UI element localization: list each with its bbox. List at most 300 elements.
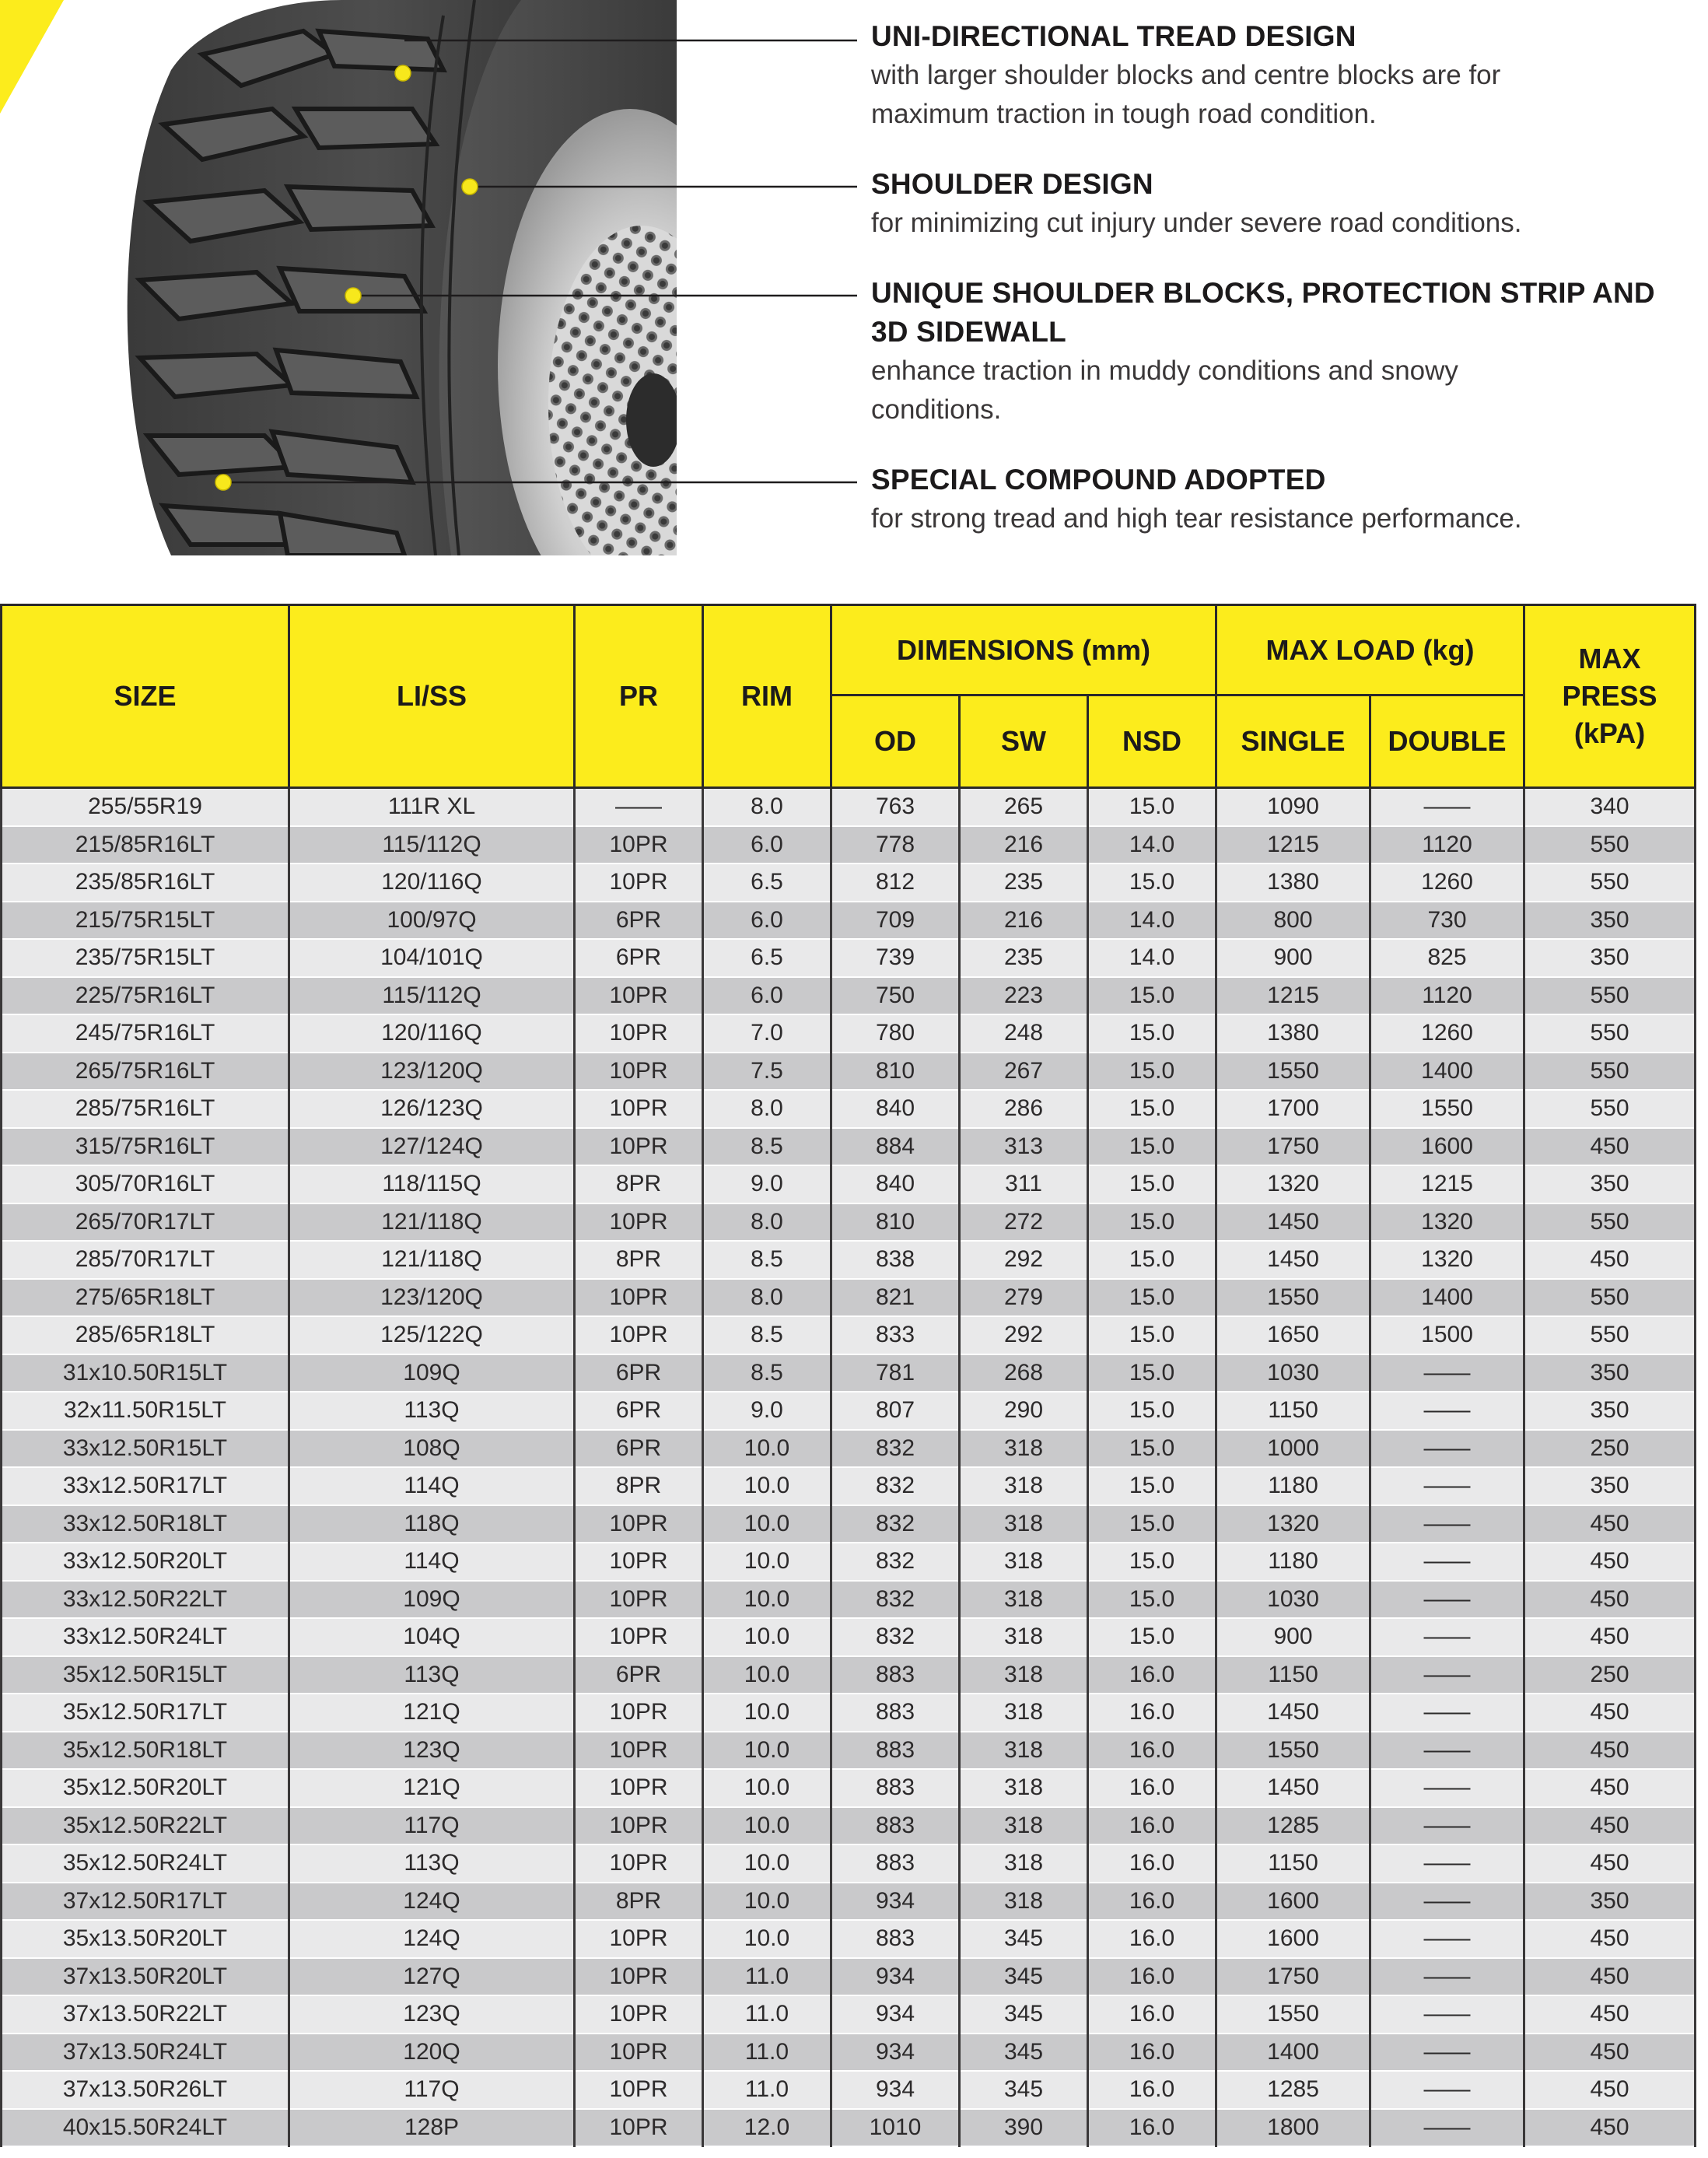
table-row — [2, 1769, 1696, 1807]
cell-nsd: 16.0 — [1088, 1958, 1216, 1996]
cell-single: 1030 — [1216, 1581, 1370, 1619]
cell-sw: 318 — [960, 1656, 1088, 1694]
cell-double: —— — [1370, 1430, 1524, 1468]
col-header-li-ss: LI/SS — [289, 605, 575, 788]
cell-max-press: 550 — [1524, 1014, 1696, 1053]
cell-pr: 6PR — [575, 1354, 703, 1393]
cell-double: 1400 — [1370, 1053, 1524, 1091]
cell-li-ss: 124Q — [289, 1883, 575, 1921]
cell-od: 821 — [831, 1279, 960, 1317]
cell-max-press: 350 — [1524, 1392, 1696, 1430]
feature-title: SPECIAL COMPOUND ADOPTED — [871, 464, 1326, 496]
cell-od: 832 — [831, 1581, 960, 1619]
col-header-size: SIZE — [2, 605, 289, 788]
cell-li-ss: 123Q — [289, 1995, 575, 2034]
cell-double: —— — [1370, 1694, 1524, 1732]
cell-rim: 11.0 — [703, 2034, 831, 2072]
col-header-max-press — [1524, 605, 1696, 788]
cell-sw: 318 — [960, 1732, 1088, 1770]
cell-li-ss: 104/101Q — [289, 939, 575, 977]
cell-od: 934 — [831, 2034, 960, 2072]
cell-nsd: 14.0 — [1088, 826, 1216, 864]
cell-size: 35x12.50R17LT — [2, 1694, 289, 1732]
cell-rim: 6.0 — [703, 977, 831, 1015]
cell-size: 31x10.50R15LT — [2, 1354, 289, 1393]
cell-sw: 290 — [960, 1392, 1088, 1430]
cell-nsd: 16.0 — [1088, 1807, 1216, 1845]
table-body — [2, 788, 1696, 2147]
cell-li-ss: 121Q — [289, 1769, 575, 1807]
cell-double: —— — [1370, 1505, 1524, 1543]
cell-double: 1215 — [1370, 1165, 1524, 1203]
cell-li-ss: 121/118Q — [289, 1241, 575, 1279]
feature-title-line: 3D SIDEWALL — [871, 316, 1066, 348]
cell-li-ss: 117Q — [289, 2071, 575, 2109]
cell-li-ss: 123/120Q — [289, 1279, 575, 1317]
cell-od: 709 — [831, 902, 960, 940]
table-row — [2, 1694, 1696, 1732]
table-row — [2, 788, 1696, 826]
cell-od: 780 — [831, 1014, 960, 1053]
table-row — [2, 864, 1696, 902]
cell-size: 35x12.50R18LT — [2, 1732, 289, 1770]
cell-max-press: 340 — [1524, 788, 1696, 826]
cell-nsd: 15.0 — [1088, 1354, 1216, 1393]
table-row — [2, 1920, 1696, 1958]
callout-dot-4 — [215, 475, 231, 490]
cell-rim: 10.0 — [703, 1807, 831, 1845]
table-row — [2, 2071, 1696, 2109]
max-press-line: (kPA) — [1573, 717, 1646, 749]
cell-nsd: 15.0 — [1088, 1467, 1216, 1505]
cell-single: 1380 — [1216, 864, 1370, 902]
cell-double: 1260 — [1370, 1014, 1524, 1053]
cell-max-press: 550 — [1524, 977, 1696, 1015]
cell-od: 810 — [831, 1053, 960, 1091]
cell-nsd: 16.0 — [1088, 1844, 1216, 1883]
cell-rim: 10.0 — [703, 1505, 831, 1543]
table-row — [2, 1014, 1696, 1053]
cell-rim: 12.0 — [703, 2109, 831, 2147]
cell-li-ss: 117Q — [289, 1807, 575, 1845]
cell-single: 900 — [1216, 1618, 1370, 1656]
cell-size: 35x13.50R20LT — [2, 1920, 289, 1958]
cell-nsd: 16.0 — [1088, 2109, 1216, 2147]
cell-od: 883 — [831, 1920, 960, 1958]
cell-od: 934 — [831, 1958, 960, 1996]
cell-double: —— — [1370, 1467, 1524, 1505]
table-row — [2, 977, 1696, 1015]
cell-double: 1500 — [1370, 1316, 1524, 1354]
cell-nsd: 16.0 — [1088, 1694, 1216, 1732]
cell-single: 1180 — [1216, 1543, 1370, 1581]
cell-sw: 216 — [960, 902, 1088, 940]
cell-rim: 6.5 — [703, 864, 831, 902]
cell-pr: 10PR — [575, 826, 703, 864]
cell-nsd: 15.0 — [1088, 1618, 1216, 1656]
cell-li-ss: 113Q — [289, 1392, 575, 1430]
cell-size: 235/75R15LT — [2, 939, 289, 977]
cell-single: 1800 — [1216, 2109, 1370, 2147]
cell-li-ss: 115/112Q — [289, 826, 575, 864]
cell-od: 832 — [831, 1618, 960, 1656]
cell-sw: 345 — [960, 2034, 1088, 2072]
cell-double: —— — [1370, 1581, 1524, 1619]
cell-rim: 6.5 — [703, 939, 831, 977]
cell-nsd: 15.0 — [1088, 1053, 1216, 1091]
cell-sw: 313 — [960, 1128, 1088, 1166]
cell-size: 35x12.50R22LT — [2, 1807, 289, 1845]
table-row — [2, 1807, 1696, 1845]
cell-rim: 10.0 — [703, 1883, 831, 1921]
cell-nsd: 16.0 — [1088, 1769, 1216, 1807]
cell-single: 1550 — [1216, 1053, 1370, 1091]
cell-od: 934 — [831, 2071, 960, 2109]
cell-pr: 10PR — [575, 1505, 703, 1543]
table-row — [2, 902, 1696, 940]
cell-nsd: 15.0 — [1088, 1165, 1216, 1203]
cell-rim: 9.0 — [703, 1165, 831, 1203]
cell-pr: 6PR — [575, 1392, 703, 1430]
col-header-sw: SW — [960, 695, 1088, 788]
cell-single: 1550 — [1216, 1279, 1370, 1317]
cell-nsd: 15.0 — [1088, 1090, 1216, 1128]
cell-rim: 10.0 — [703, 1844, 831, 1883]
cell-pr: 10PR — [575, 2071, 703, 2109]
cell-max-press: 450 — [1524, 2071, 1696, 2109]
cell-single: 1000 — [1216, 1430, 1370, 1468]
cell-od: 840 — [831, 1165, 960, 1203]
cell-pr: 10PR — [575, 1203, 703, 1242]
feature-title-line: UNIQUE SHOULDER BLOCKS, PROTECTION STRIP AND — [871, 277, 1655, 309]
table-row — [2, 2034, 1696, 2072]
cell-li-ss: 128P — [289, 2109, 575, 2147]
cell-size: 265/75R16LT — [2, 1053, 289, 1091]
cell-pr: 10PR — [575, 977, 703, 1015]
cell-od: 781 — [831, 1354, 960, 1393]
cell-pr: 10PR — [575, 1807, 703, 1845]
cell-rim: 10.0 — [703, 1543, 831, 1581]
cell-size: 33x12.50R18LT — [2, 1505, 289, 1543]
cell-od: 1010 — [831, 2109, 960, 2147]
cell-li-ss: 123Q — [289, 1732, 575, 1770]
cell-od: 778 — [831, 826, 960, 864]
cell-max-press: 550 — [1524, 864, 1696, 902]
cell-pr: 10PR — [575, 2034, 703, 2072]
cell-size: 37x13.50R24LT — [2, 2034, 289, 2072]
cell-rim: 8.5 — [703, 1354, 831, 1393]
cell-pr: 6PR — [575, 939, 703, 977]
cell-size: 215/75R15LT — [2, 902, 289, 940]
cell-rim: 6.0 — [703, 902, 831, 940]
cell-size: 40x15.50R24LT — [2, 2109, 289, 2147]
cell-od: 750 — [831, 977, 960, 1015]
cell-sw: 279 — [960, 1279, 1088, 1317]
cell-pr: 10PR — [575, 1995, 703, 2034]
cell-li-ss: 109Q — [289, 1581, 575, 1619]
cell-nsd: 15.0 — [1088, 1316, 1216, 1354]
cell-pr: 10PR — [575, 1090, 703, 1128]
cell-single: 900 — [1216, 939, 1370, 977]
cell-od: 832 — [831, 1543, 960, 1581]
table-row — [2, 1958, 1696, 1996]
table-row — [2, 1543, 1696, 1581]
cell-double: —— — [1370, 1732, 1524, 1770]
cell-sw: 318 — [960, 1844, 1088, 1883]
cell-rim: 11.0 — [703, 2071, 831, 2109]
cell-rim: 11.0 — [703, 1958, 831, 1996]
cell-pr: 10PR — [575, 1958, 703, 1996]
cell-pr: 10PR — [575, 1920, 703, 1958]
col-header-rim: RIM — [703, 605, 831, 788]
feature-title: UNI-DIRECTIONAL TREAD DESIGN — [871, 20, 1356, 52]
feature-special-compound — [871, 461, 1696, 538]
cell-pr: 10PR — [575, 1618, 703, 1656]
cell-pr: 8PR — [575, 1165, 703, 1203]
table-row — [2, 1505, 1696, 1543]
cell-single: 1750 — [1216, 1128, 1370, 1166]
col-header-nsd: NSD — [1088, 695, 1216, 788]
cell-od: 812 — [831, 864, 960, 902]
cell-nsd: 15.0 — [1088, 1279, 1216, 1317]
cell-rim: 11.0 — [703, 1995, 831, 2034]
cell-double: —— — [1370, 2109, 1524, 2147]
cell-size: 285/75R16LT — [2, 1090, 289, 1128]
cell-single: 1215 — [1216, 826, 1370, 864]
cell-pr: 10PR — [575, 1732, 703, 1770]
cell-single: 1090 — [1216, 788, 1370, 826]
cell-rim: 6.0 — [703, 826, 831, 864]
cell-max-press: 450 — [1524, 1732, 1696, 1770]
table-row — [2, 1128, 1696, 1166]
cell-max-press: 450 — [1524, 1769, 1696, 1807]
cell-double: 825 — [1370, 939, 1524, 977]
cell-pr: 8PR — [575, 1467, 703, 1505]
cell-sw: 318 — [960, 1543, 1088, 1581]
cell-sw: 265 — [960, 788, 1088, 826]
cell-max-press: 450 — [1524, 1920, 1696, 1958]
max-press-line: PRESS — [1562, 680, 1657, 712]
table-row — [2, 1844, 1696, 1883]
col-header-single: SINGLE — [1216, 695, 1370, 788]
table-row — [2, 1316, 1696, 1354]
table-row — [2, 1354, 1696, 1393]
cell-pr: 8PR — [575, 1241, 703, 1279]
cell-max-press: 450 — [1524, 1995, 1696, 2034]
cell-nsd: 16.0 — [1088, 2034, 1216, 2072]
cell-li-ss: 111R XL — [289, 788, 575, 826]
cell-li-ss: 126/123Q — [289, 1090, 575, 1128]
cell-max-press: 450 — [1524, 1807, 1696, 1845]
cell-li-ss: 104Q — [289, 1618, 575, 1656]
feature-title: SHOULDER DESIGN — [871, 168, 1153, 200]
cell-nsd: 15.0 — [1088, 1392, 1216, 1430]
cell-li-ss: 118Q — [289, 1505, 575, 1543]
cell-li-ss: 118/115Q — [289, 1165, 575, 1203]
cell-od: 739 — [831, 939, 960, 977]
cell-double: —— — [1370, 1958, 1524, 1996]
cell-sw: 318 — [960, 1505, 1088, 1543]
cell-pr: 8PR — [575, 1883, 703, 1921]
cell-size: 33x12.50R15LT — [2, 1430, 289, 1468]
cell-size: 35x12.50R24LT — [2, 1844, 289, 1883]
cell-pr: 10PR — [575, 1694, 703, 1732]
cell-sw: 286 — [960, 1090, 1088, 1128]
cell-pr: 10PR — [575, 864, 703, 902]
cell-double: —— — [1370, 788, 1524, 826]
cell-size: 32x11.50R15LT — [2, 1392, 289, 1430]
cell-size: 37x13.50R22LT — [2, 1995, 289, 2034]
cell-rim: 7.0 — [703, 1014, 831, 1053]
cell-size: 305/70R16LT — [2, 1165, 289, 1203]
cell-nsd: 15.0 — [1088, 1128, 1216, 1166]
cell-od: 832 — [831, 1505, 960, 1543]
cell-single: 1150 — [1216, 1844, 1370, 1883]
feature-desc-line: conditions. — [871, 394, 1002, 425]
cell-double: 1400 — [1370, 1279, 1524, 1317]
cell-max-press: 250 — [1524, 1656, 1696, 1694]
cell-double: 730 — [1370, 902, 1524, 940]
cell-single: 1450 — [1216, 1769, 1370, 1807]
col-header-od: OD — [831, 695, 960, 788]
callout-dot-3 — [345, 288, 361, 303]
cell-nsd: 15.0 — [1088, 1203, 1216, 1242]
cell-double: —— — [1370, 1656, 1524, 1694]
cell-sw: 345 — [960, 2071, 1088, 2109]
cell-li-ss: 120Q — [289, 2034, 575, 2072]
cell-rim: 10.0 — [703, 1430, 831, 1468]
cell-single: 1380 — [1216, 1014, 1370, 1053]
table-row — [2, 1581, 1696, 1619]
cell-li-ss: 121/118Q — [289, 1203, 575, 1242]
cell-nsd: 16.0 — [1088, 1995, 1216, 2034]
cell-single: 1450 — [1216, 1203, 1370, 1242]
cell-pr: 10PR — [575, 1279, 703, 1317]
feature-desc-line: maximum traction in tough road condition. — [871, 99, 1377, 129]
cell-pr: 10PR — [575, 1769, 703, 1807]
cell-double: —— — [1370, 1995, 1524, 2034]
cell-pr: 10PR — [575, 1128, 703, 1166]
cell-double: —— — [1370, 1883, 1524, 1921]
cell-nsd: 16.0 — [1088, 1920, 1216, 1958]
callout-dot-2 — [462, 179, 478, 194]
cell-max-press: 450 — [1524, 1958, 1696, 1996]
cell-single: 1285 — [1216, 1807, 1370, 1845]
cell-li-ss: 123/120Q — [289, 1053, 575, 1091]
cell-nsd: 16.0 — [1088, 1732, 1216, 1770]
cell-li-ss: 125/122Q — [289, 1316, 575, 1354]
cell-rim: 8.0 — [703, 1279, 831, 1317]
cell-od: 883 — [831, 1844, 960, 1883]
cell-size: 37x13.50R20LT — [2, 1958, 289, 1996]
cell-max-press: 550 — [1524, 1316, 1696, 1354]
cell-od: 832 — [831, 1430, 960, 1468]
cell-rim: 10.0 — [703, 1920, 831, 1958]
table-row — [2, 1883, 1696, 1921]
cell-max-press: 450 — [1524, 1128, 1696, 1166]
cell-size: 225/75R16LT — [2, 977, 289, 1015]
cell-rim: 7.5 — [703, 1053, 831, 1091]
cell-max-press: 450 — [1524, 1241, 1696, 1279]
cell-sw: 216 — [960, 826, 1088, 864]
table-row — [2, 1279, 1696, 1317]
cell-size: 235/85R16LT — [2, 864, 289, 902]
table-row — [2, 1392, 1696, 1430]
table-row — [2, 1241, 1696, 1279]
cell-max-press: 550 — [1524, 1090, 1696, 1128]
cell-rim: 10.0 — [703, 1467, 831, 1505]
cell-pr: 6PR — [575, 1656, 703, 1694]
cell-li-ss: 108Q — [289, 1430, 575, 1468]
feature-desc-line: for minimizing cut injury under severe road conditions. — [871, 208, 1522, 238]
cell-li-ss: 127Q — [289, 1958, 575, 1996]
cell-double: 1600 — [1370, 1128, 1524, 1166]
cell-od: 763 — [831, 788, 960, 826]
cell-sw: 235 — [960, 939, 1088, 977]
table-row — [2, 1995, 1696, 2034]
cell-double: —— — [1370, 1920, 1524, 1958]
cell-single: 1150 — [1216, 1656, 1370, 1694]
cell-max-press: 350 — [1524, 1165, 1696, 1203]
cell-pr: 10PR — [575, 1014, 703, 1053]
cell-od: 934 — [831, 1883, 960, 1921]
cell-rim: 10.0 — [703, 1694, 831, 1732]
cell-sw: 345 — [960, 1920, 1088, 1958]
cell-size: 33x12.50R17LT — [2, 1467, 289, 1505]
cell-single: 1550 — [1216, 1995, 1370, 2034]
cell-rim: 8.0 — [703, 788, 831, 826]
cell-size: 245/75R16LT — [2, 1014, 289, 1053]
cell-sw: 268 — [960, 1354, 1088, 1393]
cell-sw: 272 — [960, 1203, 1088, 1242]
cell-od: 884 — [831, 1128, 960, 1166]
cell-li-ss: 114Q — [289, 1543, 575, 1581]
cell-double: 1120 — [1370, 977, 1524, 1015]
cell-sw: 267 — [960, 1053, 1088, 1091]
cell-pr: —— — [575, 788, 703, 826]
cell-single: 1030 — [1216, 1354, 1370, 1393]
cell-pr: 10PR — [575, 1844, 703, 1883]
cell-max-press: 350 — [1524, 939, 1696, 977]
cell-nsd: 15.0 — [1088, 1430, 1216, 1468]
cell-rim: 9.0 — [703, 1392, 831, 1430]
cell-sw: 292 — [960, 1241, 1088, 1279]
cell-max-press: 450 — [1524, 1694, 1696, 1732]
cell-rim: 10.0 — [703, 1581, 831, 1619]
table-row — [2, 1430, 1696, 1468]
cell-size: 33x12.50R20LT — [2, 1543, 289, 1581]
max-press-line: MAX — [1578, 643, 1641, 674]
cell-od: 833 — [831, 1316, 960, 1354]
cell-od: 934 — [831, 1995, 960, 2034]
cell-pr: 10PR — [575, 2109, 703, 2147]
cell-double: —— — [1370, 1618, 1524, 1656]
cell-li-ss: 120/116Q — [289, 864, 575, 902]
cell-single: 1150 — [1216, 1392, 1370, 1430]
cell-sw: 318 — [960, 1769, 1088, 1807]
cell-li-ss: 113Q — [289, 1656, 575, 1694]
cell-od: 883 — [831, 1807, 960, 1845]
cell-single: 1180 — [1216, 1467, 1370, 1505]
cell-od: 883 — [831, 1694, 960, 1732]
cell-single: 1700 — [1216, 1090, 1370, 1128]
cell-sw: 318 — [960, 1618, 1088, 1656]
cell-max-press: 350 — [1524, 1467, 1696, 1505]
cell-double: —— — [1370, 1844, 1524, 1883]
cell-sw: 318 — [960, 1883, 1088, 1921]
cell-rim: 8.0 — [703, 1203, 831, 1242]
feature-shoulder-design — [871, 165, 1696, 243]
